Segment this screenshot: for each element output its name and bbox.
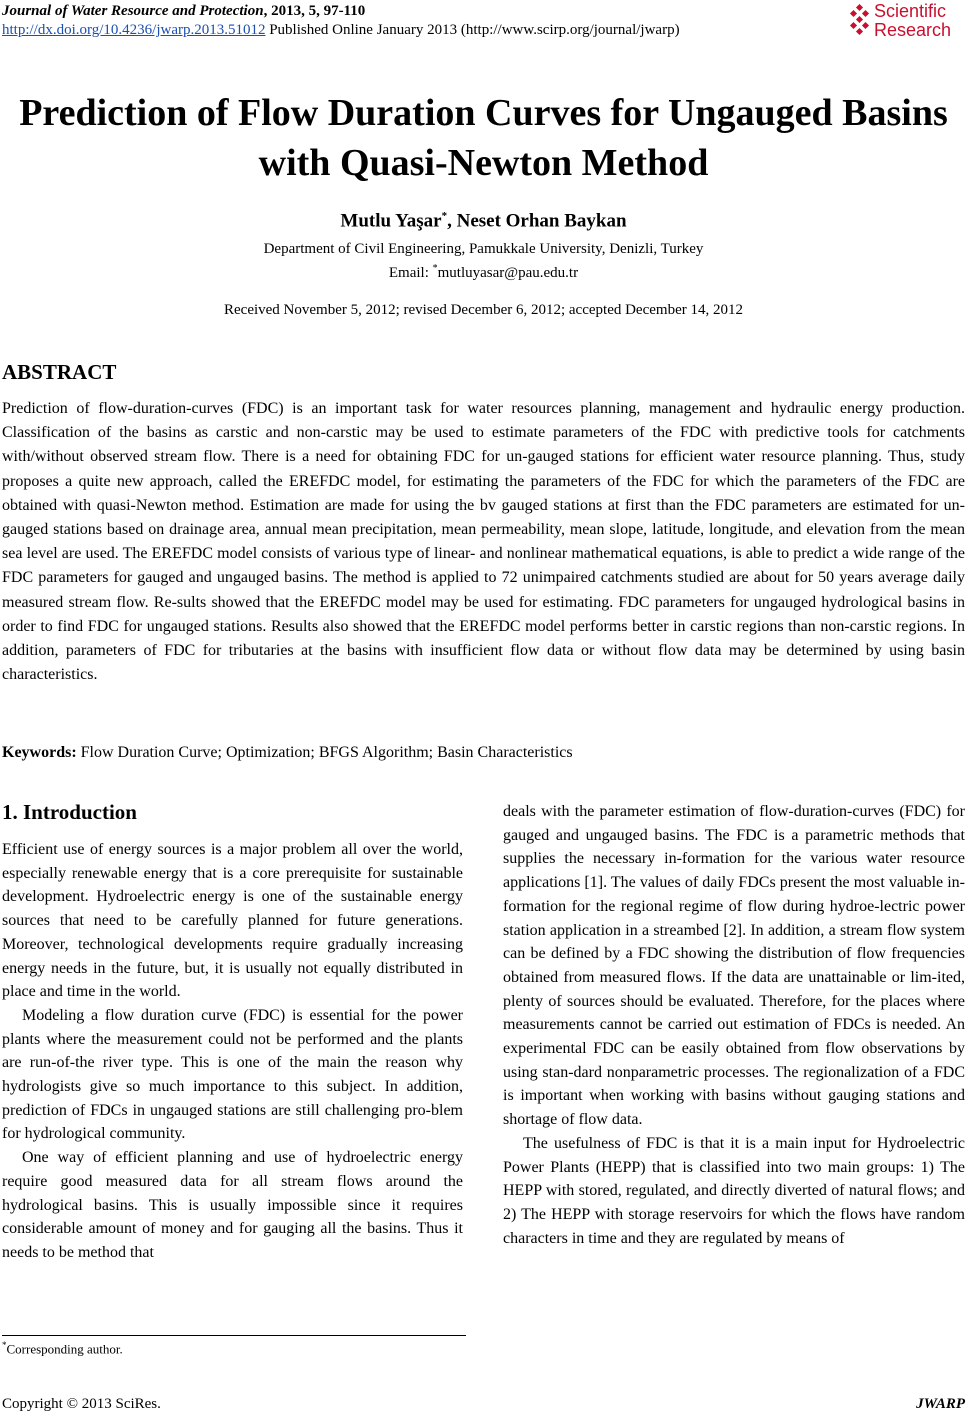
footnote xyxy=(2,1340,123,1357)
affiliation-block xyxy=(0,240,967,283)
right-column xyxy=(503,800,965,1250)
publisher-logo-icon xyxy=(848,4,872,40)
publisher-logo xyxy=(848,2,966,42)
section-heading-introduction: 1. Introduction xyxy=(2,800,137,824)
abstract-heading: ABSTRACT xyxy=(2,360,117,384)
email-prefix: Email: xyxy=(388,265,433,281)
journal-name: Journal of Water Resource and Protection xyxy=(2,3,264,19)
email-line xyxy=(0,259,967,283)
footnote-mark: * xyxy=(2,1340,7,1350)
journal-volume: , 2013, 5, 97-110 xyxy=(263,3,366,19)
affiliation: Department of Civil Engineering, Pamukkale University, Denizli, Turkey xyxy=(263,241,704,257)
journal-citation xyxy=(2,2,365,20)
keywords-text: Flow Duration Curve; Optimization; BFGS Algorithm; Basin Characteristics xyxy=(76,744,573,761)
keywords-line xyxy=(2,744,965,762)
footnote-text: Corresponding author. xyxy=(6,1341,123,1357)
doi-line xyxy=(2,21,680,39)
journal-abbreviation: JWARP xyxy=(916,1396,965,1412)
published-online-text: Published Online January 2013 (http://www.scirp.org/journal/jwarp) xyxy=(265,22,680,38)
copyright-notice: Copyright © 2013 SciRes. xyxy=(2,1396,161,1412)
email-address[interactable]: mutluyasar@pau.edu.tr xyxy=(437,265,579,281)
abstract-text: Prediction of flow-duration-curves (FDC) is an important task for water resources planning, management and hydraulic energy production. Classification of the basins as carstic and non-carstic may be used to estimate parameters of the FDC with predictive tools for catchments with/without observed stream flow. There is a need for obtaining FDC for un-gauged stations for efficient water resource planning. Thus, study proposes a quite new approach, called the EREFDC model, for estimating the parameters of the FDC for which the parameters of the FDC are obtained with quasi-Newton method. Estimation are made for using the bv gauged stations at first than the FDC parameters are estimated for un-gauged stations based on drainage area, annual mean precipitation, mean permeability, mean slope, latitude, longitude, and elevation from the mean sea level are used. The EREFDC model consists of various type of linear- and nonlinear mathematical equations, is able to predict a wide range of the FDC parameters for gauged and ungauged basins. The method is applied to 72 unimpaired catchments studied are about for 50 years average daily measured stream flow. Re-sults showed that the EREFDC model may be used for estimating. FDC parameters for ungauged hydrological basins in order to find FDC for ungauged stations. Results also showed that the EREFDC model performs better in carstic regions than non-carstic regions. In addition, parameters of FDC for tributaries at the basins with insufficient flow data or without flow data may be determined by using basin characteristics. xyxy=(2,400,965,684)
paper-title xyxy=(0,88,967,188)
author-list xyxy=(0,210,967,232)
title-line-1: Prediction of Flow Duration Curves for Ungauged Basins xyxy=(19,92,948,134)
intro-paragraph: The usefulness of FDC is that it is a main input for Hydroelectric Power Plants (HEPP) that is classified into two main groups: 1) The HEPP with stored, regulated, and directly diverted of natural flows; and 2) The HEPP with storage reservoirs for which the flows have random characters in time and they are regulated by means of xyxy=(503,1134,965,1247)
email-mark: * xyxy=(432,263,438,274)
title-line-2: with Quasi-Newton Method xyxy=(258,142,709,184)
doi-link[interactable]: http://dx.doi.org/10.4236/jwarp.2013.51012 xyxy=(2,22,266,38)
left-column xyxy=(2,838,463,1265)
intro-paragraph: deals with the parameter estimation of flow-duration-curves (FDC) for gauged and ungauged basins. The FDC is a parametric methods that supplies the necessary in-formation for the various water resource applications [1]. The values of daily FDCs present the most valuable in-formation for the regional regime of flow during hydroe-lectric power station application in a streambed [2]. In addition, a stream flow system can be defined by a FDC showing the distribution of flow frequencies obtained from measured flows. If the data are unattainable or lim-ited, plenty of sources should be evaluated. Therefore, for the places where measurements cannot be carried out estimation of FDCs is needed. An experimental FDC can be easily obtained from flow observations by using stan-dard nonparametric processes. The regionalization of a FDC is important when working with basins without gauging stations and shortage of flow data. xyxy=(503,803,965,1129)
logo-line-1: Scientific xyxy=(874,1,947,21)
intro-paragraph: Modeling a flow duration curve (FDC) is essential for the power plants where the measurement could not be performed and the plants are run-of-the river type. This is one of the main the reason why hydrologists give so much importance to this subject. In addition, prediction of FDCs in ungauged stations are still challenging pro-blem for hydrological community. xyxy=(2,1006,463,1143)
intro-paragraph: One way of efficient planning and use of hydroelectric energy require good measured data for all stream flows around the hydrological basins. This is usually impossible since it requires considerable amount of money and for gauging all the basins. Thus it needs to be method that xyxy=(2,1149,463,1261)
received-dates: Received November 5, 2012; revised December 6, 2012; accepted December 14, 2012 xyxy=(224,302,743,318)
author-2: , Neset Orhan Baykan xyxy=(447,210,627,232)
author-1-mark: * xyxy=(441,210,448,222)
author-1: Mutlu Yaşar xyxy=(340,210,442,232)
keywords-label: Keywords: xyxy=(2,744,77,761)
intro-paragraph: Efficient use of energy sources is a major problem all over the world, especially renewable energy that is a core prerequisite for sustainable development. Hydroelectric energy is one of the sustainable energy sources that need to be carefully planned for future generations. Moreover, technological developments require gradually increasing energy needs in the future, but, it is usually not equally distributed in place and time in the world. xyxy=(2,841,463,1001)
publisher-logo-text xyxy=(874,2,951,40)
logo-line-2: Research xyxy=(874,20,952,40)
footnote-divider xyxy=(2,1335,466,1336)
